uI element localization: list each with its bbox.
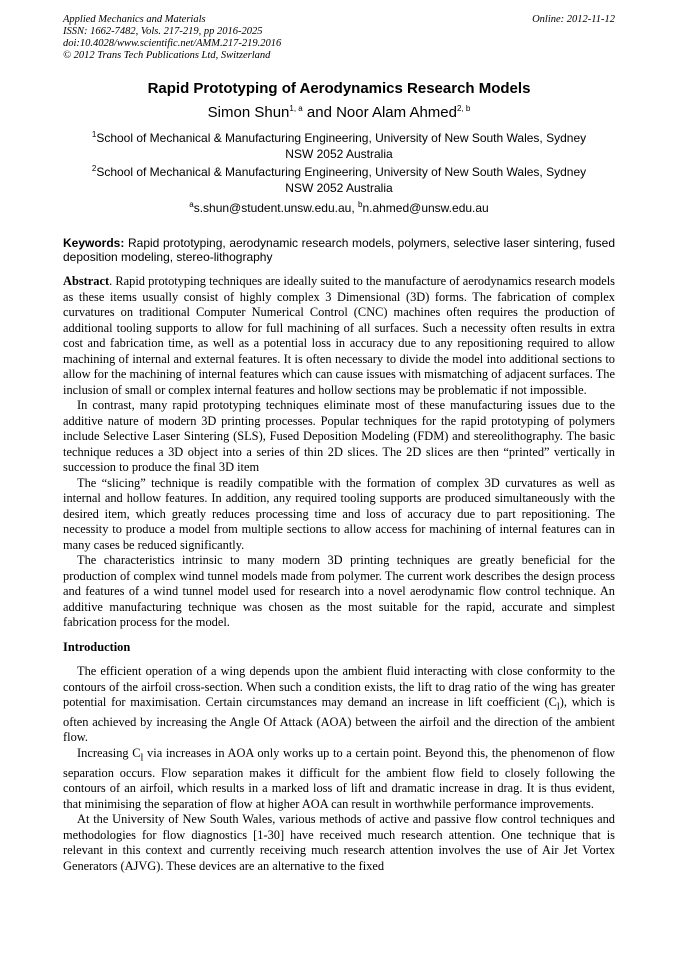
abstract-paragraph-2: In contrast, many rapid prototyping techniques eliminate most of these manufacturing issues due to the additive nature of modern 3D printing processes. Popular techniques for the rapid prototyping of polymers include Selective Laser Sintering (SLS), Fused Deposition Modeling (FDM) and stereolithography. The basic technique reduces a 3D object into a series of thin 2D slices. The 2D slices are then “printed” vertically in succession to produce the final 3D item <box>63 398 615 474</box>
author-line <box>63 104 615 121</box>
author-emails <box>63 201 615 215</box>
keywords-text: Rapid prototyping, aerodynamic research models, polymers, selective laser sintering, fused deposition modeling, stereo-lithography <box>63 236 615 264</box>
abstract-paragraph-1 <box>63 274 615 398</box>
affiliation-1-text: School of Mechanical & Manufacturing Engineering, University of New South Wales, Sydney <box>96 131 587 145</box>
abstract-paragraph-4: The characteristics intrinsic to many modern 3D printing techniques are greatly beneficial for the production of complex wind tunnel models made from polymer. The current work describes the design process and features of a wind tunnel model used for research into a novel aerodynamic flow control technique. An additive manufacturing technique was chosen as the most suitable for the rapid, accurate and simplest fabrication process for the model. <box>63 553 615 629</box>
email-a[interactable]: s.shun@student.unsw.edu.au <box>193 201 352 215</box>
paper-title: Rapid Prototyping of Aerodynamics Research Models <box>147 80 531 97</box>
issn-line: ISSN: 1662-7482, Vols. 217-219, pp 2016-2025 <box>63 26 263 37</box>
email-b[interactable]: n.ahmed@unsw.edu.au <box>362 201 489 215</box>
intro-p2-part-b: via increases in AOA only works up to a certain point. Beyond this, the phenomenon of flow separation occurs. Flow separation makes it difficult for the ambient flow field to closely following the contours of an airfoil, which results in a marked loss of lift and dramatic increase in drag. It is thus evident, that minimising the separation of flow at higher AOA can result in worthwhile performance improvements. <box>63 745 616 811</box>
abstract-text-1: . Rapid prototyping techniques are ideally suited to the manufacture of aerodynamics research models as these items usually consist of highly complex 3 Dimensional (3D) forms. The fabrication of complex curvatures on traditional Computer Numerical Control (CNC) machines often requires the production of additional tooling supports to allow for full machining of all surfaces. Such a necessity often results in extra cost and fabrication time, as well as a potential loss in accuracy due to any repositioning required to allow machining of internal and external features. It is often necessary to divide the model into additional sections to allow for the machining of internal features which can cause issues with mismatching of adjacent surfaces. The inclusion of small or complex internal features and hollow sections may be problematic if not impossible. <box>63 274 615 397</box>
email-b-sup: b <box>358 200 363 209</box>
intro-p1-subscript: l <box>556 701 560 713</box>
affiliation-1-line2: NSW 2052 Australia <box>285 146 393 161</box>
affiliation-2-num: 2 <box>91 164 97 173</box>
email-separator: , <box>351 201 358 215</box>
online-date: Online: 2012-11-12 <box>532 14 615 25</box>
affiliation-1 <box>63 131 615 162</box>
author-1-sup: 1, a <box>289 104 303 113</box>
author-2: Noor Alam Ahmed <box>336 104 457 121</box>
author-connector: and <box>302 104 337 121</box>
journal-header <box>63 14 615 62</box>
intro-paragraph-3: At the University of New South Wales, various methods of active and passive flow control techniques and methodologies for flow diagnostics [1-30] have received much research attention. One technique that is relevant in this context and currently receiving much research attention involves the use of Air Jet Vortex Generators (AJVG). These devices are an alternative to the fixed <box>63 812 615 873</box>
section-heading-introduction: Introduction <box>63 639 131 654</box>
keywords <box>63 236 615 264</box>
paper-body <box>63 274 615 874</box>
email-a-sup: a <box>189 200 194 209</box>
intro-p2-part-a: Increasing C <box>77 745 141 760</box>
copyright-line: © 2012 Trans Tech Publications Ltd, Switzerland <box>63 50 271 61</box>
keywords-label: Keywords: <box>63 236 125 250</box>
abstract-paragraph-3: The “slicing” technique is readily compatible with the formation of complex 3D curvatures as well as internal and hollow features. In addition, any required tooling supports are produced simultaneously with the desired item, which greatly reduces processing time and loss of accuracy due to part repositioning. The necessity to produce a model from multiple sections to allow access for machining of internal features can in many cases be reduced significantly. <box>63 475 615 552</box>
affiliation-2 <box>63 165 615 196</box>
doi-line: doi:10.4028/www.scientific.net/AMM.217-219.2016 <box>63 38 282 49</box>
intro-paragraph-1 <box>63 664 615 746</box>
affiliation-1-num: 1 <box>91 130 97 139</box>
journal-name: Applied Mechanics and Materials <box>63 14 206 25</box>
affiliation-2-text: School of Mechanical & Manufacturing Engineering, University of New South Wales, Sydney <box>96 165 587 179</box>
intro-p1-part-b: ), which is often achieved by increasing the Angle Of Attack (AOA) between the airfoil and the direction of the ambient flow. <box>63 695 615 745</box>
abstract-label: Abstract <box>63 274 110 288</box>
intro-p2-subscript: l <box>140 752 144 764</box>
affiliation-2-line2: NSW 2052 Australia <box>285 180 393 195</box>
intro-paragraph-2 <box>63 746 615 812</box>
author-2-sup: 2, b <box>457 104 471 113</box>
author-1: Simon Shun <box>207 104 290 121</box>
intro-p1-part-a: The efficient operation of a wing depends upon the ambient fluid interacting with close conformity to the contours of the airfoil cross-section. When such a condition exists, the lift to drag ratio of the wing has greater potential for maximisation. Certain circumstances may demand an increase in lift coefficient (C <box>63 664 615 709</box>
